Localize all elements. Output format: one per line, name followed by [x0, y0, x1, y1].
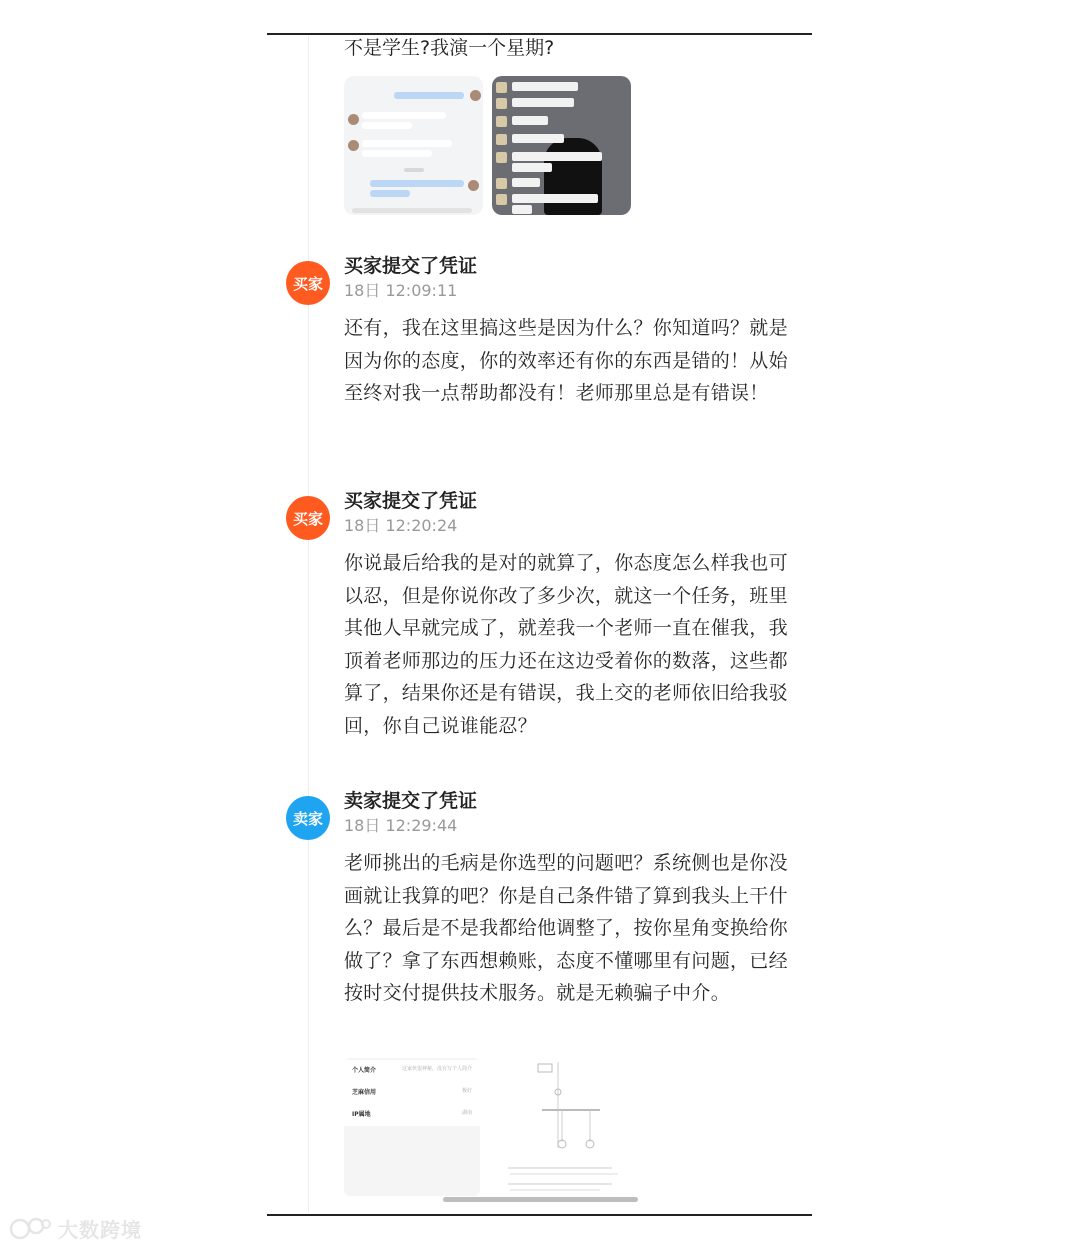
watermark [8, 1214, 142, 1243]
bottom-divider [267, 1214, 812, 1216]
home-indicator [443, 1197, 638, 1202]
seller-avatar: 卖家 [286, 796, 330, 840]
profile-row-label: IP属地 [352, 1111, 371, 1118]
profile-row-value: 极好 [461, 1088, 472, 1094]
buyer-avatar: 买家 [286, 496, 330, 540]
buyer-avatar: 买家 [286, 261, 330, 305]
logo-icon [8, 1216, 52, 1242]
entry-timestamp: 18日 12:09:11 [344, 281, 458, 300]
entry-message: 你说最后给我的是对的就算了，你态度怎么样我也可以忍，但是你说你改了多少次，就这一个任务，班里其他人早就完成了，就差我一个老师一直在催我，我顶着老师那边的压力还在这边受着你的数落，这些都算了，结果你还是有错误，我上交的老师依旧给我驳回，你自己说谁能忍？ [344, 552, 788, 737]
timeline-line [308, 36, 309, 1212]
intro-text: 不是学生?我演一个星期? [344, 37, 555, 59]
evidence-images-1 [344, 76, 631, 215]
chat-screenshot-thumbnail[interactable] [344, 76, 483, 215]
profile-screenshot-thumbnail[interactable] [344, 1058, 480, 1196]
entry-message: 老师挑出的毛病是你选型的问题吧？系统侧也是你没画就让我算的吧？你是自己条件错了算到我头上干什么？最后是不是我都给他调整了，按你星角变换给你做了？拿了东西想赖账，态度不懂哪里有问题，已经按时交付提供技术服务。就是无赖骗子中介。 [344, 852, 788, 1004]
circuit-diagram-thumbnail[interactable] [500, 1058, 636, 1196]
entry-message: 还有，我在这里搞这些是因为什么？你知道吗？就是因为你的态度，你的效率还有你的东西是错的！从始至终对我一点帮助都没有！老师那里总是有错误！ [344, 317, 788, 404]
entry-title: 买家提交了凭证 [344, 255, 478, 277]
profile-row-value: 这家伙很神秘，没有写个人简介 [401, 1066, 472, 1072]
watermark-text: 大数跨境 [58, 1218, 142, 1242]
entry-title: 卖家提交了凭证 [344, 790, 478, 812]
entry-timestamp: 18日 12:29:44 [344, 816, 458, 835]
chat-screenshot-thumbnail[interactable] [492, 76, 631, 215]
entry-title: 买家提交了凭证 [344, 490, 478, 512]
profile-row-label: 芝麻信用 [352, 1089, 377, 1096]
profile-row-label: 个人简介 [352, 1067, 377, 1074]
profile-row-value: 湖南 [461, 1110, 472, 1116]
circuit-diagram-icon [500, 1058, 636, 1196]
entry-timestamp: 18日 12:20:24 [344, 516, 458, 535]
